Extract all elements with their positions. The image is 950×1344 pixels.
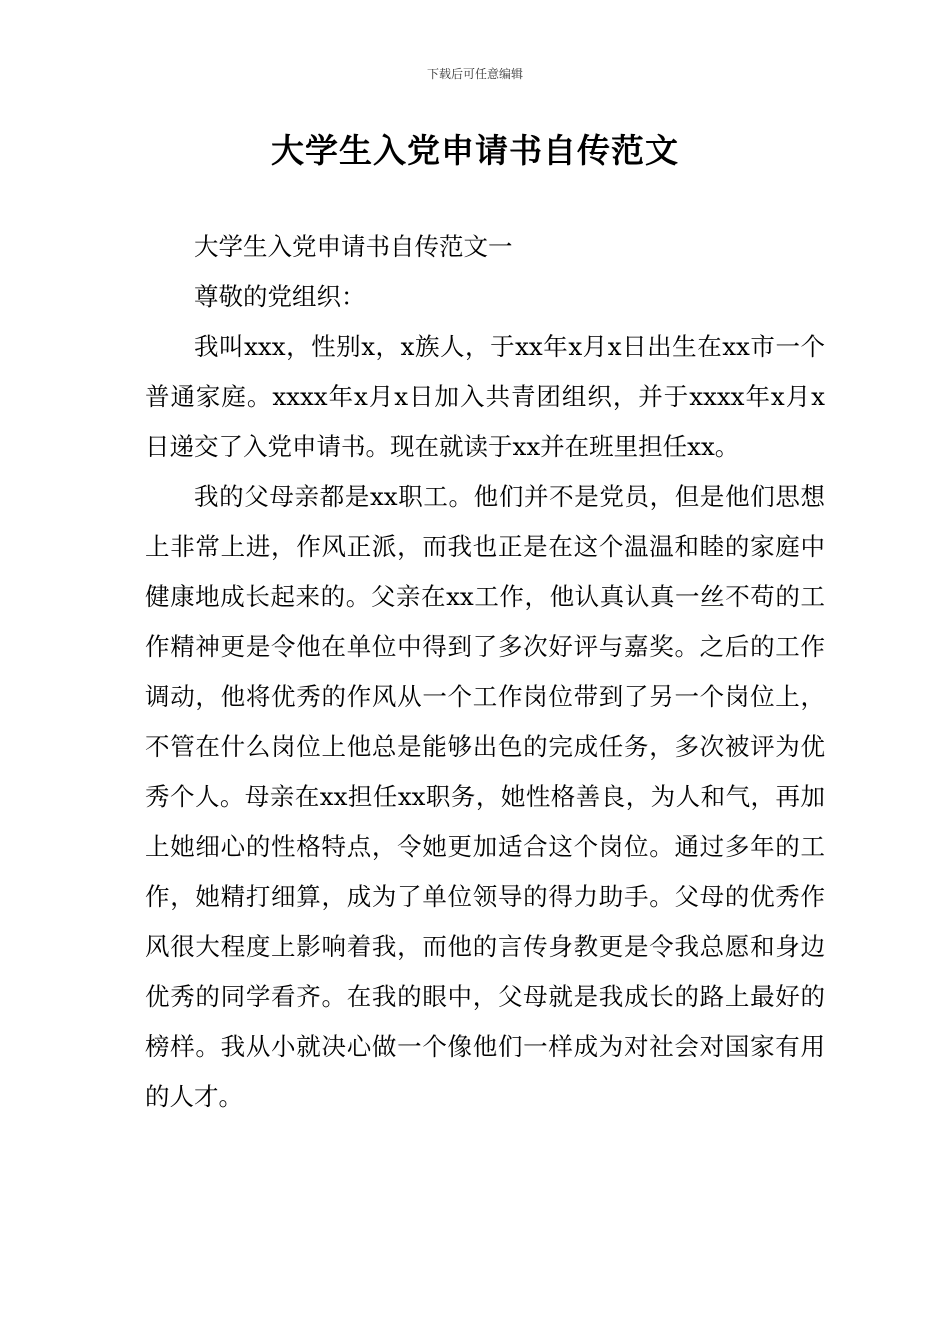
document-body [145,222,825,1122]
header-note: 下载后可任意编辑 [426,67,523,81]
paragraph-intro: 我叫xxx，性别x，x族人，于xx年x月x日出生在xx市一个普通家庭。xxxx年x月x日加入共青团组织，并于xxxx年x月x日递交了入党申请书。现在就读于xx并在班里担任xx。 [145,332,825,461]
salutation: 尊敬的党组织： [194,282,366,311]
paragraph-family: 我的父母亲都是xx职工。他们并不是党员，但是他们思想上非常上进，作风正派，而我也正是在这个温温和睦的家庭中健康地成长起来的。父亲在xx工作，他认真认真一丝不苟的工作精神更是令他在单位中得到了多次好评与嘉奖。之后的工作调动，他将优秀的作风从一个工作岗位带到了另一个岗位上，不管在什么岗位上他总是能够出色的完成任务，多次被评为优秀个人。母亲在xx担任xx职务，她性格善良，为人和气，再加上她细心的性格特点，令她更加适合这个岗位。通过多年的工作，她精打细算，成为了单位领导的得力助手。父母的优秀作风很大程度上影响着我，而他的言传身教更是令我总愿和身边优秀的同学看齐。在我的眼中，父母就是我成长的路上最好的榜样。我从小就决心做一个像他们一样成为对社会对国家有用的人才。 [145,482,825,1111]
document-title: 大学生入党申请书自传范文 [271,131,679,170]
section-heading: 大学生入党申请书自传范文一 [194,232,513,261]
